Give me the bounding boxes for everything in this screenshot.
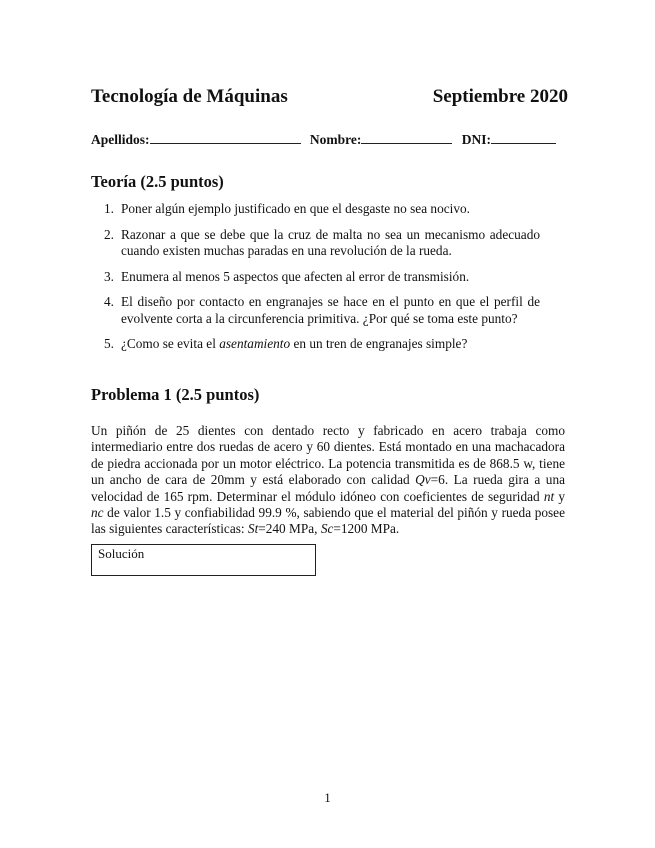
theory-question-list — [104, 201, 540, 362]
list-item — [104, 294, 540, 327]
question-number: 1. — [104, 201, 114, 216]
problem1-statement — [91, 423, 565, 538]
surname-label: Apellidos: — [91, 132, 150, 147]
question-text: El diseño por contacto en engranajes se hace en el punto en que el perfil de evolvente corta a la circunferencia primitiva. ¿Por qué se toma este punto? — [121, 294, 540, 326]
statement-part: =6. La rueda gira a una velocidad de 165 rpm. Determinar el módulo idóneo con coeficientes de seguridad — [91, 472, 565, 504]
list-item — [104, 201, 540, 218]
question-text: Poner algún ejemplo justificado en que el desgaste no sea nocivo. — [121, 201, 470, 216]
theory-heading: Teoría (2.5 puntos) — [91, 172, 224, 191]
statement-part: de valor 1.5 y confiabilidad 99.9 %, sabiendo que el material del piñón y rueda posee las siguientes características: — [91, 505, 565, 537]
statement-part: Un piñón de 25 dientes con dentado recto y fabricado en acero trabaja como intermediario entre dos ruedas de acero y 60 dientes. Está montado en una machacadora de piedra accionada por un motor eléctrico. La potencia transmitida es de 868.5 w, tiene un ancho de cara de 20mm y está elaborado con calidad — [91, 423, 565, 488]
name-blank — [361, 132, 452, 144]
list-item — [104, 269, 540, 286]
var-sc: Sc — [320, 521, 334, 537]
exam-title: Tecnología de Máquinas — [91, 86, 288, 107]
dni-blank — [491, 132, 556, 144]
list-item — [104, 336, 540, 353]
problem1-heading: Problema 1 (2.5 puntos) — [91, 385, 260, 404]
solution-label: Solución — [98, 546, 145, 561]
surname-blank — [150, 132, 301, 144]
solution-box — [91, 544, 316, 576]
question-number: 5. — [104, 336, 114, 351]
question-text: Razonar a que se debe que la cruz de malta no sea un mecanismo adecuado cuando existen muchas paradas en una revolución de la rueda. — [121, 226, 540, 258]
statement-part: =240 MPa, — [258, 521, 321, 537]
question-number: 4. — [104, 294, 114, 309]
dni-label: DNI: — [461, 132, 492, 147]
var-nc: nc — [91, 505, 104, 521]
question-number: 3. — [104, 268, 114, 284]
question-emphasis: asentamiento — [219, 336, 291, 351]
var-st: St — [247, 521, 259, 537]
page-number: 1 — [324, 790, 331, 805]
var-qv: Qv — [415, 472, 431, 488]
question-text-after: en un tren de engranajes simple? — [290, 336, 468, 351]
question-text: Enumera al menos 5 aspectos que afecten al error de transmisión. — [121, 268, 470, 284]
exam-date: Septiembre 2020 — [432, 86, 568, 107]
var-nt: nt — [543, 488, 555, 504]
list-item — [104, 227, 540, 260]
statement-part: y — [554, 488, 565, 504]
student-fields — [91, 132, 562, 148]
question-text-before: ¿Como se evita el — [121, 336, 220, 351]
statement-part: =1200 MPa. — [333, 521, 400, 537]
question-number: 2. — [104, 226, 114, 242]
name-label: Nombre: — [309, 132, 362, 147]
